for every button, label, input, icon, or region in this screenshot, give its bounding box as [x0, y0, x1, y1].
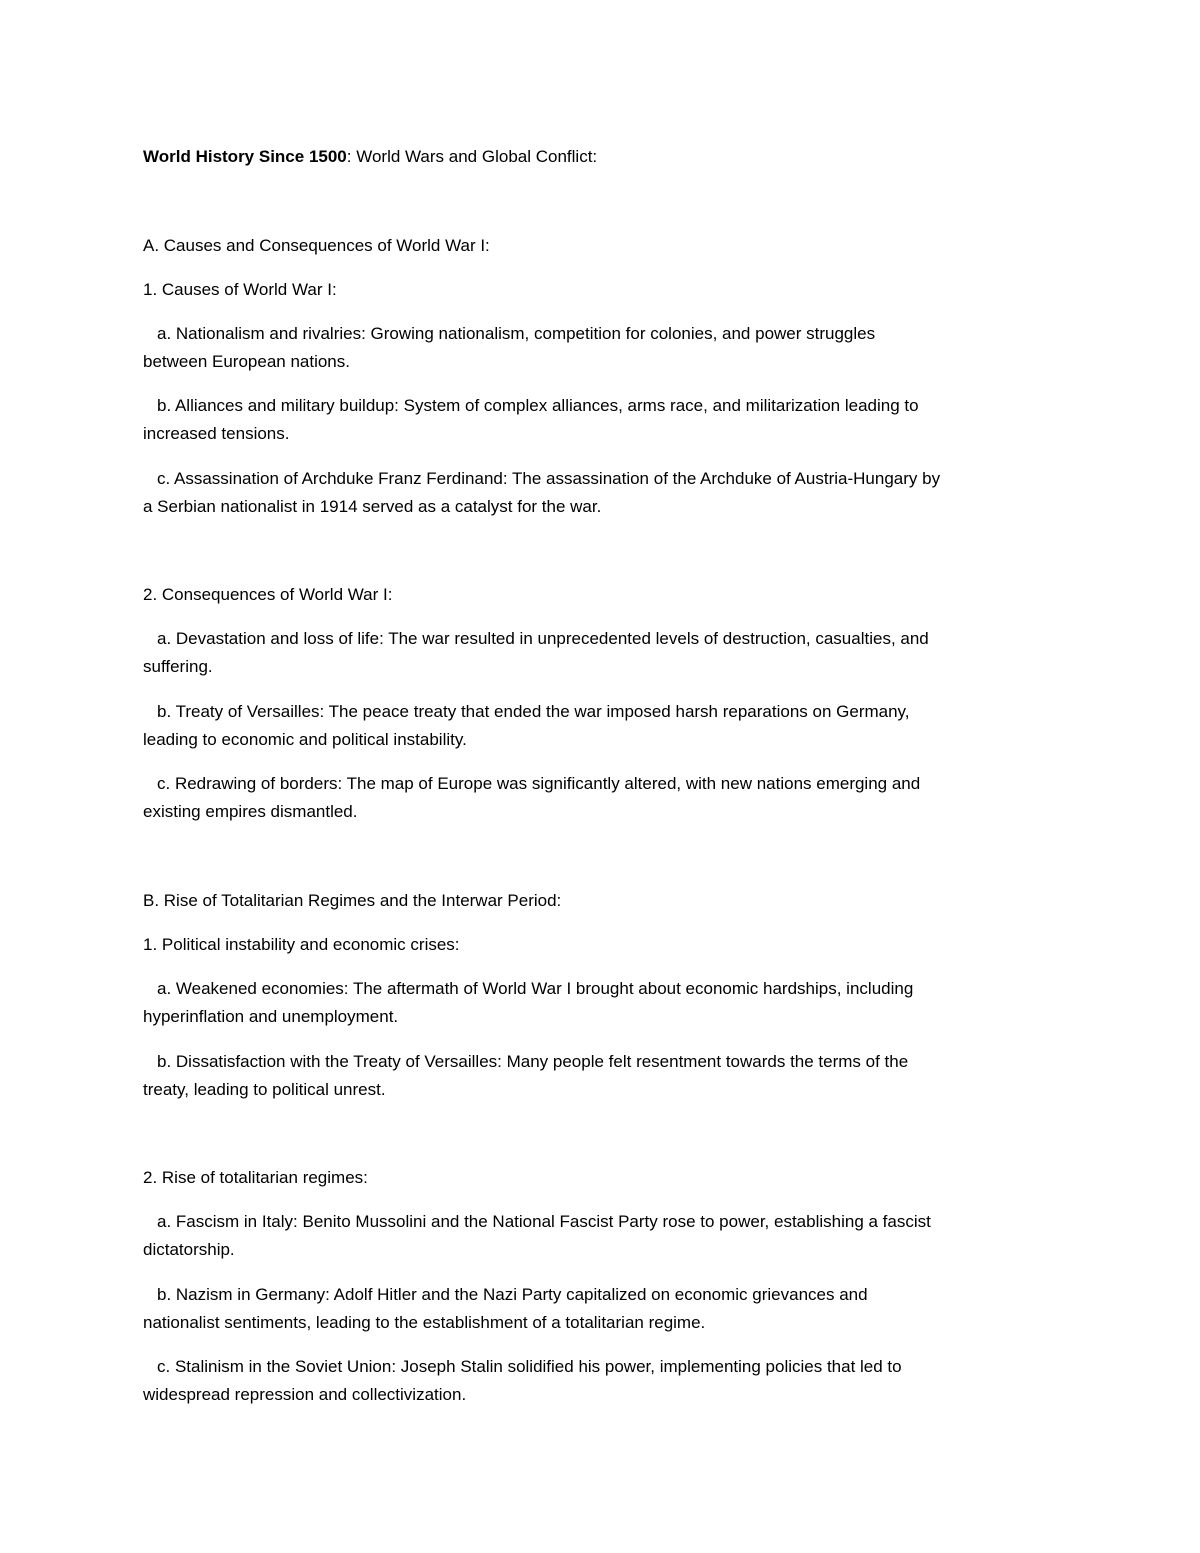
section-a-sub2-heading: 2. Consequences of World War I: — [143, 585, 393, 604]
section-a-sub2-item-c-line2: existing empires dismantled. — [143, 802, 358, 821]
document-title-bold: World History Since 1500 — [143, 147, 347, 166]
section-a-sub1-item-a-line1: a. Nationalism and rivalries: Growing nationalism, competition for colonies, and power struggles — [157, 324, 876, 343]
section-a-sub2-item-a-line2: suffering. — [143, 657, 213, 676]
document-title — [143, 142, 1063, 171]
section-b-sub2-item-b-line2: nationalist sentiments, leading to the establishment of a totalitarian regime. — [143, 1313, 706, 1332]
section-a-sub1-item-c-line2: a Serbian nationalist in 1914 served as a catalyst for the war. — [143, 497, 602, 516]
section-b-sub2-item-c-line2: widespread repression and collectivization. — [143, 1385, 467, 1404]
section-a-sub2-item-c-line1: c. Redrawing of borders: The map of Europe was significantly altered, with new nations emerging and — [157, 774, 921, 793]
section-b-sub2-item-b-line1: b. Nazism in Germany: Adolf Hitler and the Nazi Party capitalized on economic grievances and — [157, 1285, 868, 1304]
section-a-sub1-heading: 1. Causes of World War I: — [143, 280, 337, 299]
section-b-heading: B. Rise of Totalitarian Regimes and the Interwar Period: — [143, 891, 562, 910]
section-a-sub2-item-b-line2: leading to economic and political instability. — [143, 730, 467, 749]
section-b-sub1-item-a-line2: hyperinflation and unemployment. — [143, 1007, 399, 1026]
section-b-sub2-heading: 2. Rise of totalitarian regimes: — [143, 1168, 368, 1187]
section-b-sub1-item-b-line1: b. Dissatisfaction with the Treaty of Versailles: Many people felt resentment towards the terms of the — [157, 1052, 909, 1071]
section-a-sub2-item-a-line1: a. Devastation and loss of life: The war resulted in unprecedented levels of destruction, casualties, and — [157, 629, 929, 648]
section-b-sub2-item-a-line1: a. Fascism in Italy: Benito Mussolini and the National Fascist Party rose to power, establishing a fascist — [157, 1212, 931, 1231]
section-b-sub1-heading: 1. Political instability and economic crises: — [143, 935, 460, 954]
document-title-rest: : World Wars and Global Conflict: — [346, 147, 598, 166]
section-a-sub1-item-b-line2: increased tensions. — [143, 424, 290, 443]
section-b-sub2-item-c-line1: c. Stalinism in the Soviet Union: Joseph Stalin solidified his power, implementing policies that led to — [157, 1357, 902, 1376]
section-b-sub2-item-a-line2: dictatorship. — [143, 1240, 235, 1259]
section-a-sub1-item-c-line1: c. Assassination of Archduke Franz Ferdinand: The assassination of the Archduke of Austria-Hungary by — [157, 469, 941, 488]
section-a-heading: A. Causes and Consequences of World War I: — [143, 236, 490, 255]
section-a-sub2-item-b-line1: b. Treaty of Versailles: The peace treaty that ended the war imposed harsh reparations on Germany, — [157, 702, 910, 721]
section-b-sub1-item-b-line2: treaty, leading to political unrest. — [143, 1080, 386, 1099]
section-a-sub1-item-a-line2: between European nations. — [143, 352, 350, 371]
section-a-sub1-item-b-line1: b. Alliances and military buildup: System of complex alliances, arms race, and militarization leading to — [157, 396, 919, 415]
section-b-sub1-item-a-line1: a. Weakened economies: The aftermath of World War I brought about economic hardships, including — [157, 979, 914, 998]
